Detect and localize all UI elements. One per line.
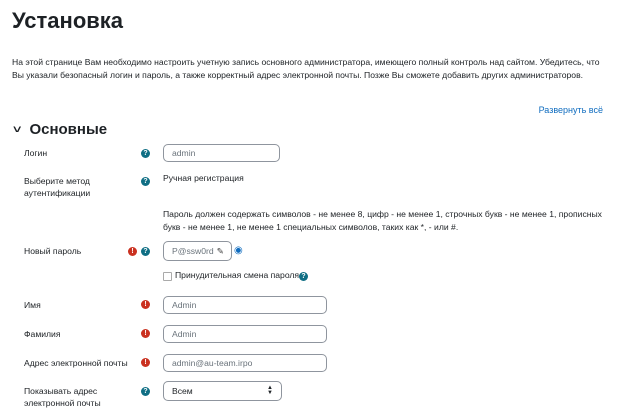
- chevron-down-icon: ˅: [13, 123, 22, 136]
- auth-label: Выберите метод аутентификации: [24, 176, 91, 198]
- help-icon[interactable]: ?: [141, 247, 150, 256]
- required-icon: !: [141, 300, 150, 309]
- login-input[interactable]: admin: [163, 144, 280, 162]
- password-label: Новый пароль: [24, 246, 82, 256]
- force-change-checkbox[interactable]: [163, 272, 172, 281]
- pencil-icon[interactable]: ✎: [216, 245, 224, 256]
- help-icon[interactable]: ?: [299, 272, 308, 281]
- password-input[interactable]: [163, 241, 232, 261]
- force-change-label: Принудительная смена пароля: [175, 270, 300, 280]
- email-input[interactable]: admin@au-team.irpo: [163, 354, 327, 372]
- select-arrows-icon: ▲ ▼: [267, 385, 273, 396]
- section-header[interactable]: [14, 121, 107, 138]
- email-label: Адрес электронной почты: [24, 358, 128, 368]
- required-icon: !: [141, 358, 150, 367]
- required-icon: !: [141, 329, 150, 338]
- auth-value: Ручная регистрация: [163, 173, 244, 183]
- login-label: Логин: [24, 148, 48, 158]
- maildisplay-label: Показывать адрес электронной почты: [24, 386, 101, 408]
- help-icon[interactable]: ?: [141, 177, 150, 186]
- firstname-label: Имя: [24, 300, 41, 310]
- intro-text: На этой странице Вам необходимо настроить учетную запись основного администратора, имеющего полный контроль над сайтом. Убедитесь, что Вы указали безопасный логин и пароль, а также корректный адрес электронной почты. Позже Вы сможете добавить других администраторов.: [12, 57, 600, 80]
- required-icon: !: [128, 247, 137, 256]
- lastname-label: Фамилия: [24, 329, 61, 339]
- maildisplay-select[interactable]: [163, 381, 282, 401]
- firstname-input[interactable]: Admin: [163, 296, 327, 314]
- eye-icon[interactable]: ◉: [234, 245, 243, 256]
- lastname-input[interactable]: Admin: [163, 325, 327, 343]
- password-rules: Пароль должен содержать символов - не менее 8, цифр - не менее 1, строчных букв - не менее 1, прописных букв - не менее 1, не менее 1 специальных символов, таких как *, - или #.: [163, 209, 602, 232]
- help-icon[interactable]: ?: [141, 149, 150, 158]
- page-title: Установка: [12, 8, 124, 33]
- section-title: Основные: [29, 121, 108, 138]
- expand-all-link[interactable]: Развернуть всё: [538, 105, 603, 115]
- maildisplay-value: Всем: [172, 386, 193, 396]
- password-value: P@ssw0rd: [172, 246, 214, 256]
- help-icon[interactable]: ?: [141, 387, 150, 396]
